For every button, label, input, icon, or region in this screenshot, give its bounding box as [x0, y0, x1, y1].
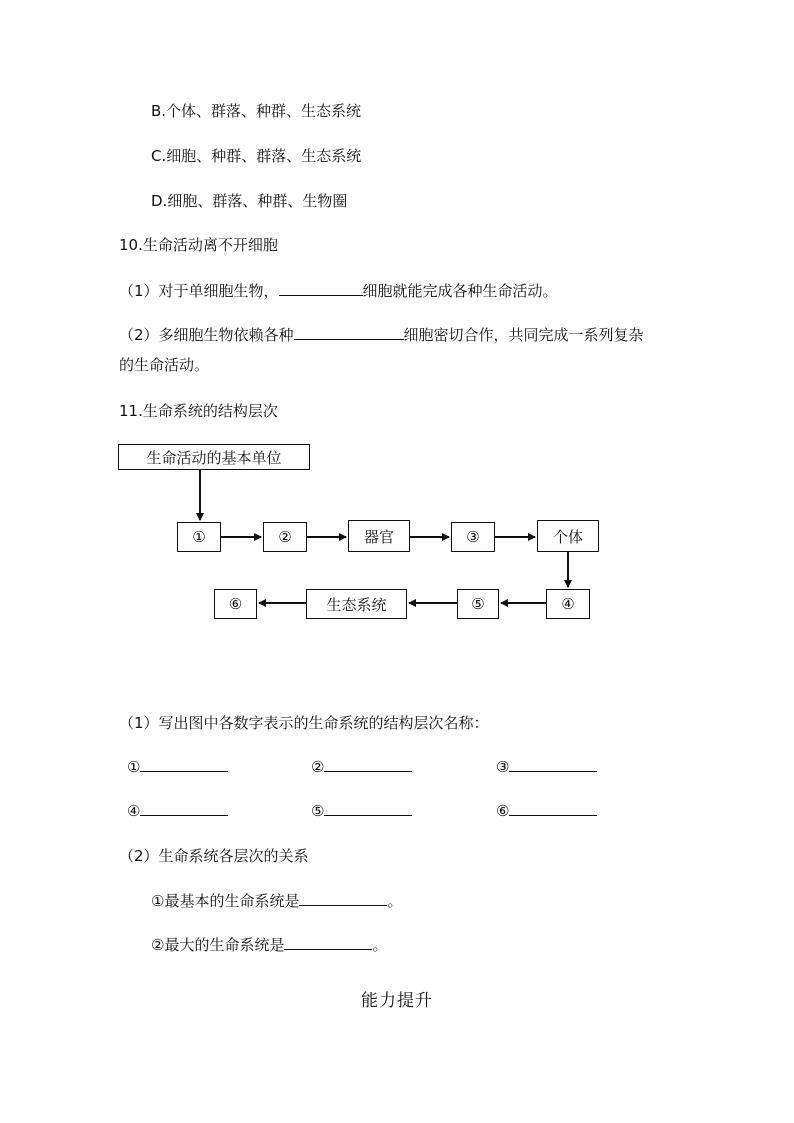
answer-label: ⑥: [496, 802, 510, 820]
answer-blank[interactable]: [299, 891, 387, 906]
diagram-box-basic-unit: 生命活动的基本单位: [118, 444, 310, 470]
relation-2: [151, 935, 387, 955]
option-c: C.细胞、种群、群落、生态系统: [151, 147, 362, 165]
diagram-box-ecosystem: 生态系统: [306, 589, 407, 619]
q10-part2-text-after: 细胞密切合作，共同完成一系列复杂: [403, 326, 644, 344]
answer-item-3: [496, 757, 597, 777]
q11-sub2: （2）生命系统各层次的关系: [119, 847, 309, 865]
answer-label: ③: [496, 758, 510, 776]
relation-1-text: ①最基本的生命系统是: [151, 892, 300, 910]
answer-blank[interactable]: [140, 801, 228, 816]
answer-blank[interactable]: [509, 801, 597, 816]
diagram-box-organ: 器官: [348, 520, 410, 552]
answer-blank[interactable]: [324, 801, 412, 816]
answer-blank[interactable]: [279, 281, 363, 296]
answer-label: ④: [127, 802, 141, 820]
diagram-box-6: ⑥: [214, 589, 257, 619]
answer-item-5: [311, 801, 412, 821]
q10-part1-text: （1）对于单细胞生物，: [119, 282, 279, 300]
answer-item-2: [311, 757, 412, 777]
diagram-box-2: ②: [263, 522, 307, 552]
answer-item-4: [127, 801, 228, 821]
relation-1: [151, 891, 402, 911]
option-d: D.细胞、群落、种群、生物圈: [151, 192, 348, 210]
diagram-box-1: ①: [177, 522, 221, 552]
diagram-box-3: ③: [451, 522, 495, 552]
answer-label: ①: [127, 758, 141, 776]
q10-part1: [119, 281, 558, 301]
answer-blank[interactable]: [284, 935, 372, 950]
answer-item-6: [496, 801, 597, 821]
answer-blank[interactable]: [140, 757, 228, 772]
q10-part2-continued: 的生命活动。: [119, 356, 210, 374]
section-title: 能力提升: [361, 991, 433, 1011]
diagram-box-5: ⑤: [457, 589, 499, 619]
q10-part1-text-after: 细胞就能完成各种生命活动。: [362, 282, 558, 300]
diagram-box-individual: 个体: [537, 520, 599, 552]
q11-heading: 11.生命系统的结构层次: [119, 402, 278, 420]
diagram-box-4: ④: [546, 589, 590, 619]
relation-1-end: 。: [387, 892, 403, 910]
relation-2-text: ②最大的生命系统是: [151, 936, 285, 954]
answer-label: ②: [311, 758, 325, 776]
answer-item-1: [127, 757, 228, 777]
q11-sub1: （1）写出图中各数字表示的生命系统的结构层次名称：: [119, 714, 489, 732]
answer-label: ⑤: [311, 802, 325, 820]
q10-part2-text: （2）多细胞生物依赖各种: [119, 326, 294, 344]
relation-2-end: 。: [372, 936, 388, 954]
option-b: B.个体、群落、种群、生态系统: [151, 102, 362, 120]
q10-heading: 10.生命活动离不开细胞: [119, 236, 278, 254]
answer-blank[interactable]: [509, 757, 597, 772]
answer-blank[interactable]: [294, 325, 404, 340]
answer-blank[interactable]: [324, 757, 412, 772]
q10-part2: [119, 325, 644, 345]
